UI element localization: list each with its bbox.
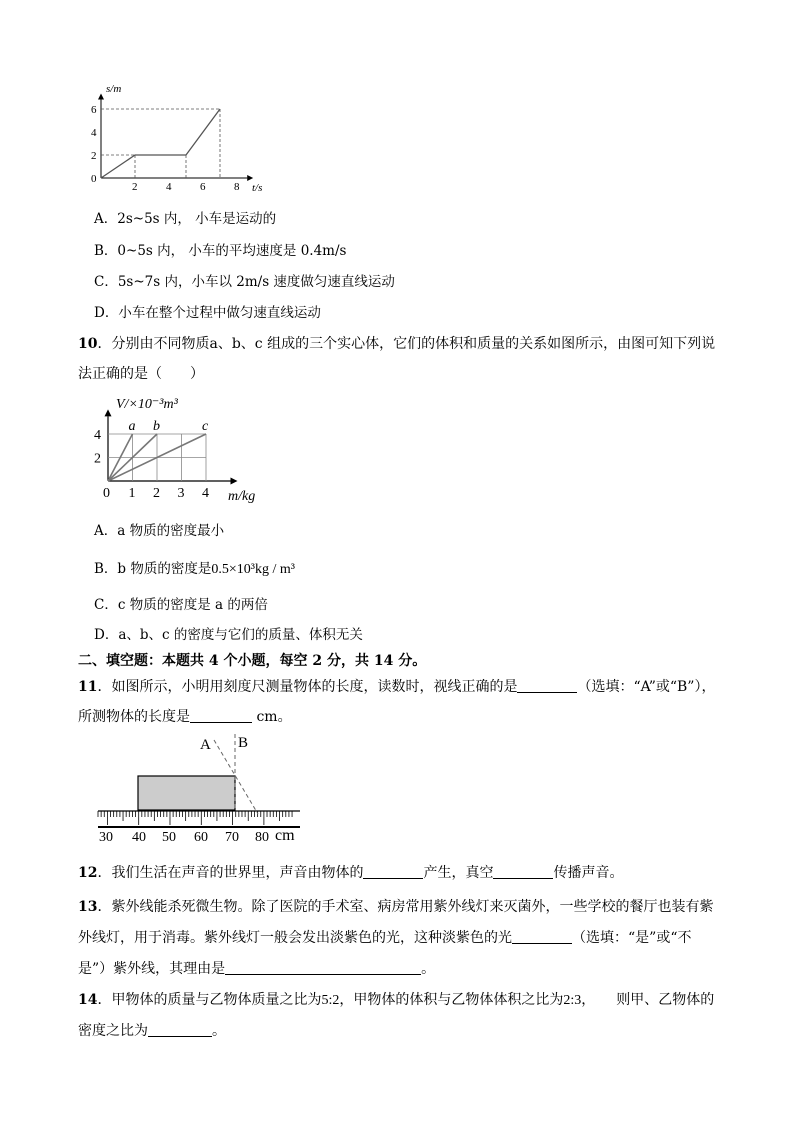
q13-text-3b: 。 xyxy=(421,961,436,977)
q12-blank-vacuum[interactable] xyxy=(493,864,553,879)
ruler-ticks xyxy=(98,811,292,825)
q14-line2 xyxy=(78,1020,226,1040)
q9-option-text: 5s~7s 内，小车以 2m/s 速度做匀速直线运动 xyxy=(117,274,395,290)
q9-option-d[interactable] xyxy=(94,301,321,321)
q11-blank-sight[interactable] xyxy=(517,678,577,693)
q13-number: 13 xyxy=(78,899,98,915)
q11-blank-length[interactable] xyxy=(190,708,252,723)
q14-number: 14 xyxy=(78,992,98,1008)
st-y-tick-label: 4 xyxy=(91,127,97,139)
q10-stem-line2: 法正确的是（ ） xyxy=(78,366,204,382)
vm-graph-x-label: m/kg xyxy=(228,489,256,504)
q10-number: 10 xyxy=(78,336,98,352)
vm-series-label-a: a xyxy=(128,419,136,434)
q10-option-d[interactable] xyxy=(94,623,363,643)
q13-text-1: ．紫外线能杀死微生物。除了医院的手术室、病房常用紫外线灯来灭菌外，一些学校的餐厅也装有紫 xyxy=(97,899,714,915)
q9-option-c[interactable] xyxy=(94,270,395,290)
vm-x-tick-label: 3 xyxy=(177,486,185,501)
q13-text-2a: 外线灯，用于消毒。紫外线灯一般会发出淡紫色的光，这种淡紫色的光 xyxy=(78,930,512,946)
q10-option-letter: C． xyxy=(94,597,118,613)
q9-option-text: 0~5s 内， 小车的平均速度是 0.4m/s xyxy=(117,243,347,259)
q9-option-letter: C． xyxy=(94,274,118,290)
q14-text-1b: ，甲物体的体积与乙物体体积之比为 xyxy=(339,992,564,1008)
st-graph-plot xyxy=(91,94,253,194)
q10-option-formula: 0.5×10³kg / m³ xyxy=(211,562,295,577)
ruler-label-50: 50 xyxy=(162,830,176,845)
q10-option-c[interactable] xyxy=(94,593,268,613)
measured-block xyxy=(138,776,235,810)
q10-option-b[interactable] xyxy=(94,557,295,578)
q12-text-a: ．我们生活在声音的世界里，声音由物体的 xyxy=(97,865,364,881)
vm-y-axis-arrow xyxy=(105,409,112,416)
ruler-label-30: 30 xyxy=(99,830,113,845)
q14-line1 xyxy=(78,989,714,1009)
q14-ratio-volume: 2:3 xyxy=(563,993,582,1008)
ruler-label-60: 60 xyxy=(194,830,208,845)
q10-option-a[interactable] xyxy=(94,519,224,539)
q12-text-c: 传播声音。 xyxy=(553,865,624,881)
sight-label-b: B xyxy=(238,735,249,751)
q13-line1 xyxy=(78,896,713,916)
vm-y-tick-label: 2 xyxy=(94,451,101,467)
st-x-tick-label: 8 xyxy=(234,181,240,193)
q13-line2 xyxy=(78,927,691,947)
vm-graph-origin: 0 xyxy=(103,486,110,501)
vm-x-axis-arrow xyxy=(231,478,238,485)
vm-series-label-c: c xyxy=(202,419,209,434)
ruler-figure xyxy=(90,730,310,850)
st-x-tick-label: 2 xyxy=(132,181,138,193)
q9-option-text: 小车在整个过程中做匀速直线运动 xyxy=(118,305,321,321)
vm-x-tick-label: 2 xyxy=(153,486,160,501)
q9-option-b[interactable] xyxy=(94,239,346,259)
q9-option-letter: D． xyxy=(94,305,119,321)
q10-stem-text: ．分别由不同物质a、b、c 组成的三个实心体，它们的体积和质量的关系如图所示，由图可知下列说 xyxy=(97,336,716,352)
st-graph xyxy=(86,80,286,198)
q10-option-text: a 物质的密度最小 xyxy=(117,523,225,539)
q14-text-2a: 密度之比为 xyxy=(78,1023,148,1039)
q9-option-text: 2s~5s 内， 小车是运动的 xyxy=(117,211,277,227)
q12-text-b: 产生，真空 xyxy=(423,865,494,881)
q11-text-b: （选填：“A”或“B”）， xyxy=(577,679,716,695)
st-x-tick-label: 4 xyxy=(166,181,172,193)
q14-text-1c: ， 则甲、乙物体的 xyxy=(581,992,715,1008)
q11-line2 xyxy=(78,706,292,726)
q9-option-a[interactable] xyxy=(94,207,276,227)
st-y-tick-label: 2 xyxy=(91,150,97,162)
q11-number: 11 xyxy=(78,679,98,695)
ruler-label-40: 40 xyxy=(132,830,146,845)
q12-number: 12 xyxy=(78,865,98,881)
q13-blank-reason[interactable] xyxy=(225,960,421,975)
st-x-axis-arrow xyxy=(247,175,253,181)
vm-x-tick-label: 4 xyxy=(202,486,209,501)
vm-graph-plot xyxy=(94,409,238,501)
q10-option-letter: B． xyxy=(94,561,118,577)
q12-line xyxy=(78,862,623,882)
st-y-axis-arrow xyxy=(98,94,104,100)
q10-option-text: a、b、c 的密度与它们的质量、体积无关 xyxy=(118,627,363,643)
vm-graph xyxy=(86,390,286,510)
q13-blank-is-uv[interactable] xyxy=(512,929,572,944)
q9-option-letter: B． xyxy=(94,243,118,259)
q10-option-text: c 物质的密度是 a 的两倍 xyxy=(117,597,268,613)
q10-stem-line1 xyxy=(78,333,715,353)
vm-graph-y-label: V/×10⁻³m³ xyxy=(116,397,178,412)
st-x-tick-label: 6 xyxy=(200,181,206,193)
ruler-unit: cm xyxy=(275,827,295,844)
q10-option-letter: A． xyxy=(94,523,118,539)
st-y-tick-label: 0 xyxy=(91,173,97,185)
q11-line1 xyxy=(78,676,715,696)
ruler-label-80: 80 xyxy=(255,830,269,845)
q13-line3 xyxy=(78,958,435,978)
q14-blank-density-ratio[interactable] xyxy=(148,1022,212,1037)
q13-text-3a: 是”）紫外线，其理由是 xyxy=(78,961,226,977)
q11-text-a: ．如图所示，小明用刻度尺测量物体的长度，读数时，视线正确的是 xyxy=(97,679,518,695)
q12-blank-source[interactable] xyxy=(363,864,423,879)
q13-text-2b: （选填：“是”或“不 xyxy=(572,930,692,946)
st-data-line xyxy=(101,109,220,178)
st-graph-x-label: t/s xyxy=(252,182,263,194)
q11-text-c: 所测物体的长度是 xyxy=(78,709,190,725)
vm-x-tick-label: 1 xyxy=(128,486,136,501)
st-graph-y-label: s/m xyxy=(106,83,122,95)
sight-label-a: A xyxy=(200,737,211,753)
st-y-tick-label: 6 xyxy=(91,104,97,116)
q9-option-letter: A． xyxy=(94,211,118,227)
q14-ratio-mass: 5:2 xyxy=(321,993,340,1008)
q14-text-1a: ．甲物体的质量与乙物体质量之比为 xyxy=(97,992,322,1008)
vm-y-tick-label: 4 xyxy=(94,428,101,443)
q14-text-2b: 。 xyxy=(212,1023,226,1039)
ruler-label-70: 70 xyxy=(225,830,239,845)
q11-text-d: cm。 xyxy=(252,709,292,725)
q10-option-letter: D． xyxy=(94,627,119,643)
section2-heading: 二、填空题：本题共 4 个小题，每空 2 分，共 14 分。 xyxy=(78,653,427,669)
vm-series-label-b: b xyxy=(153,419,160,434)
q10-option-text: b 物质的密度是 xyxy=(117,561,212,577)
